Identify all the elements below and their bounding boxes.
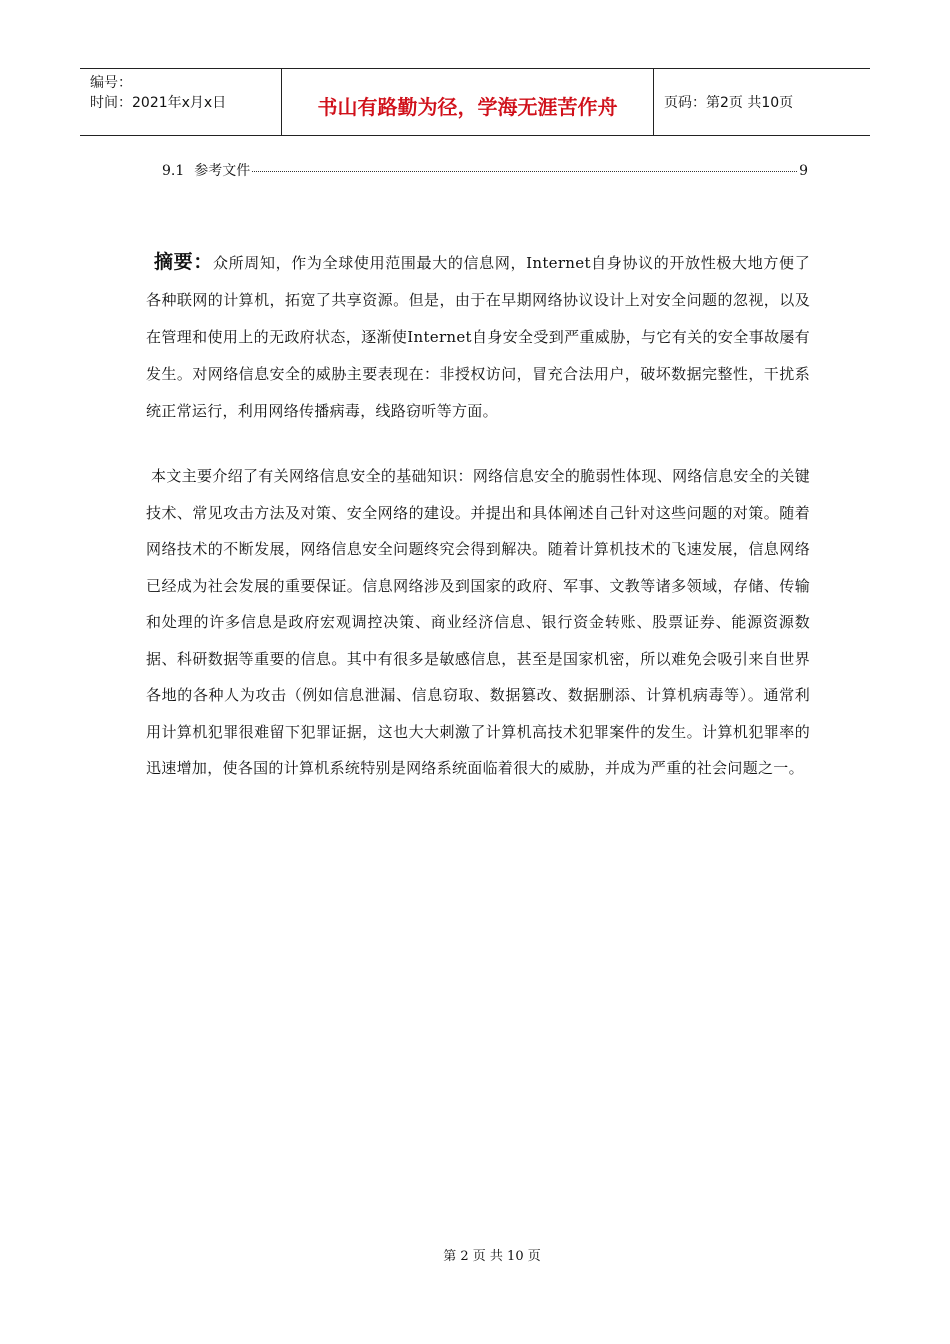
abstract-text: 众所周知，作为全球使用范围最大的信息网，Internet自身协议的开放性极大地方便了各种联网的计算机，拓宽了共享资源。但是，由于在早期网络协议设计上对安全问题的忽视，以及在管理和使用上的无政府状态，逐渐使Internet自身安全受到严重威胁，与它有关的安全事故屡有发生。对网络信息安全的威胁主要表现在：非授权访问，冒充合法用户，破坏数据完整性，干扰系统正常运行，利用网络传播病毒，线路窃听等方面。 <box>146 254 810 420</box>
header-code: 编号： <box>90 75 132 91</box>
abstract-label: 摘要： <box>154 251 213 273</box>
toc-dot-leader <box>252 171 797 172</box>
header-meta <box>80 69 282 135</box>
body-paragraph-text: 本文主要介绍了有关网络信息安全的基础知识：网络信息安全的脆弱性体现、网络信息安全的关键技术、常见攻击方法及对策、安全网络的建设。并提出和具体阐述自己针对这些问题的对策。随着网络技术的不断发展，网络信息安全问题终究会得到解决。随着计算机技术的飞速发展，信息网络已经成为社会发展的重要保证。信息网络涉及到国家的政府、军事、文教等诸多领域，存储、传输和处理的许多信息是政府宏观调控决策、商业经济信息、银行资金转账、股票证券、能源资源数据、科研数据等重要的信息。其中有很多是敏感信息，甚至是国家机密，所以难免会吸引来自世界各地的各种人为攻击（例如信息泄漏、信息窃取、数据篡改、数据删添、计算机病毒等）。通常利用计算机犯罪很难留下犯罪证据，这也大大刺激了计算机高技术犯罪案件的发生。计算机犯罪率的迅速增加，使各国的计算机系统特别是网络系统面临着很大的威胁，并成为严重的社会问题之一。 <box>146 467 810 777</box>
page-header <box>80 68 870 136</box>
header-date: 时间：2021年x月x日 <box>90 95 227 111</box>
toc-entry[interactable] <box>162 160 808 180</box>
page-footer: 第 2 页 共 10 页 <box>443 1249 541 1264</box>
header-motto: 书山有路勤为径，学海无涯苦作舟 <box>282 69 654 135</box>
toc-entry-page: 9 <box>799 163 808 179</box>
toc-entry-title: 参考文件 <box>194 163 251 179</box>
body-paragraph <box>146 458 810 787</box>
abstract-section <box>146 244 810 430</box>
header-page-info: 页码：第2页 共10页 <box>664 95 794 111</box>
toc-entry-number: 9.1 <box>162 163 185 179</box>
